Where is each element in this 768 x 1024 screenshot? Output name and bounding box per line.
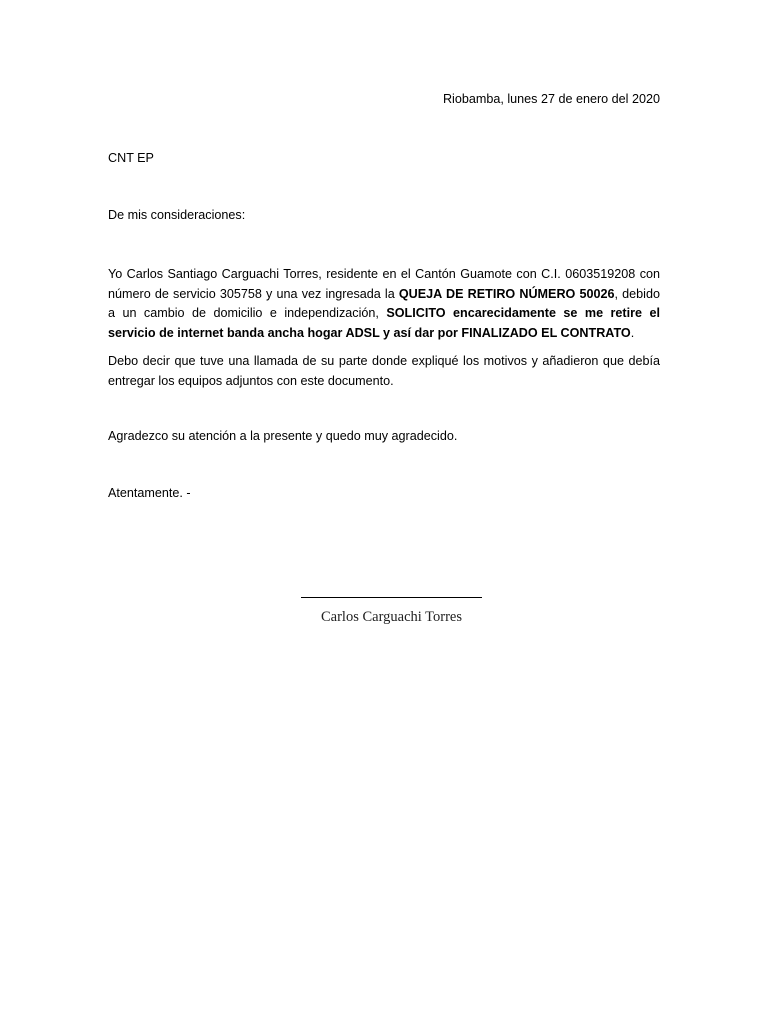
request-paragraph [108, 265, 660, 343]
signature-name: Carlos Carguachi Torres [321, 609, 462, 625]
signature-line [301, 597, 482, 598]
request-text-1: Yo Carlos Santiago Carguachi Torres, residente en el Cantón Guamote con C.I. 0603519208 con número de servicio 305758 y una vez ingresada la [108, 267, 660, 301]
date-line: Riobamba, lunes 27 de enero del 2020 [442, 92, 660, 106]
closing-line: Atentamente. - [108, 486, 191, 500]
call-paragraph: Debo decir que tuve una llamada de su parte donde expliqué los motivos y añadieron que debía entregar los equipos adjuntos con este documento. [108, 354, 660, 388]
thanks-line: Agradezco su atención a la presente y quedo muy agradecido. [108, 429, 458, 443]
letter-body [108, 265, 660, 391]
recipient: CNT EP [108, 151, 154, 165]
request-text-2: , debido a un cambio de domicilio e independización, [108, 286, 660, 320]
request-text-3: . [630, 325, 635, 340]
salutation: De mis consideraciones: [108, 208, 246, 222]
complaint-number-bold: QUEJA DE RETIRO NÚMERO 50026 [398, 286, 615, 301]
request-bold: SOLICITO encarecidamente se me retire el servicio de internet banda ancha hogar ADSL y así dar por FINALIZADO EL CONTRATO [108, 306, 660, 340]
